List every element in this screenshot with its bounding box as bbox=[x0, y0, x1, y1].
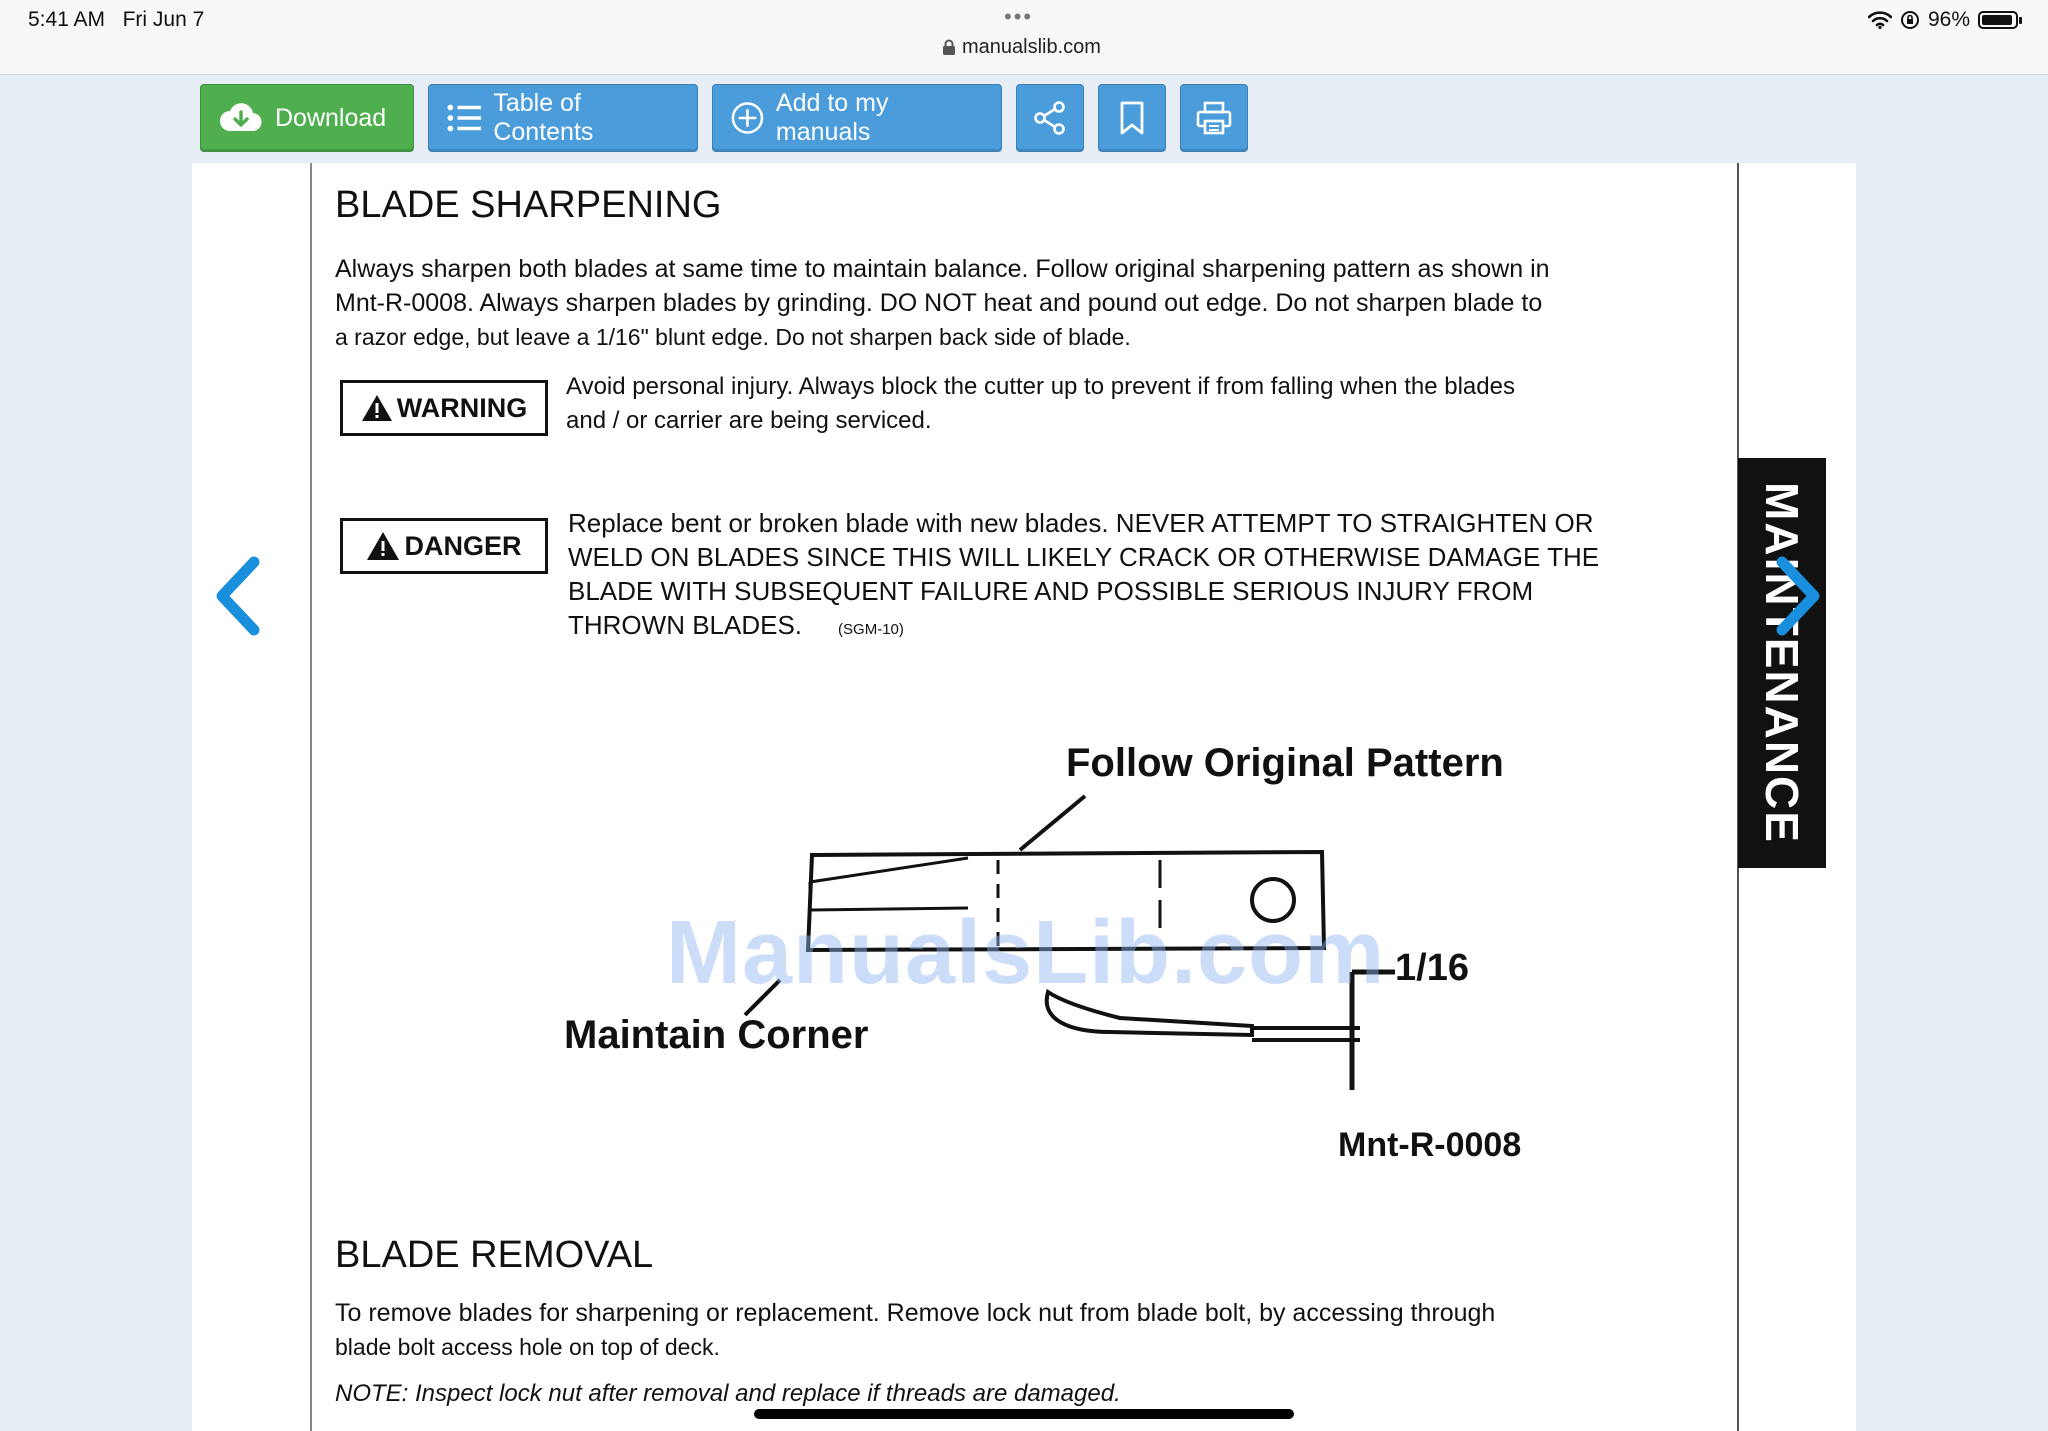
reference-code: (SGM-10) bbox=[838, 621, 904, 638]
warning-triangle-icon bbox=[366, 531, 400, 561]
share-button[interactable] bbox=[1016, 84, 1084, 152]
home-indicator[interactable] bbox=[754, 1409, 1294, 1419]
bookmark-icon bbox=[1119, 101, 1145, 135]
battery-percent: 96% bbox=[1927, 8, 1970, 31]
removal-paragraph: To remove blades for sharpening or replacement. Remove lock nut from blade bolt, by accessing through blade bolt access hole on top of deck. bbox=[335, 1299, 1496, 1360]
section-tab-label: MAINTENANCE bbox=[1756, 482, 1808, 844]
danger-badge: DANGER bbox=[340, 518, 548, 574]
warning-badge: WARNING bbox=[340, 380, 548, 436]
more-dots-icon[interactable]: ••• bbox=[1004, 4, 1034, 29]
status-bar bbox=[0, 0, 2048, 75]
section-title-removal: BLADE REMOVAL bbox=[335, 1234, 654, 1276]
share-icon bbox=[1034, 101, 1066, 135]
section-tab bbox=[1738, 458, 1826, 868]
toc-label: Table of Contents bbox=[493, 89, 594, 146]
lock-icon bbox=[942, 39, 956, 56]
wifi-icon bbox=[1868, 11, 1892, 29]
download-button[interactable] bbox=[200, 84, 414, 152]
sharpening-paragraph: Always sharpen both blades at same time to maintain balance. Follow original sharpening pattern as shown in Mnt-R-0008. Always sharpen blades by grinding. DO NOT heat and pound out edge. Do not sharpen blade to a razor edge, but leave a 1/16" blunt edge. Do not sharpen back side of blade. bbox=[335, 255, 1550, 350]
add-label: Add to my manuals bbox=[775, 89, 889, 146]
bookmark-button[interactable] bbox=[1098, 84, 1166, 152]
label-fraction: 1/16 bbox=[1395, 947, 1469, 989]
list-icon bbox=[447, 103, 481, 133]
label-follow-pattern: Follow Original Pattern bbox=[1066, 741, 1504, 785]
print-button[interactable] bbox=[1180, 84, 1248, 152]
url-bar[interactable] bbox=[942, 36, 1101, 59]
table-of-contents-button[interactable] bbox=[428, 84, 698, 152]
warning-triangle-icon bbox=[361, 394, 393, 422]
danger-text: Replace bent or broken blade with new blades. NEVER ATTEMPT TO STRAIGHTEN OR WELD ON BLADES SINCE THIS WILL LIKELY CRACK OR OTHERWISE DAMAGE THE BLADE WITH SUBSEQUENT FAILURE AND POSSIBLE SERIOUS INJURY FROM THROWN BLADES. (SGM-10) bbox=[568, 508, 1600, 640]
removal-note: NOTE: Inspect lock nut after removal and replace if threads are damaged. bbox=[335, 1380, 1121, 1407]
label-maintain-corner: Maintain Corner bbox=[564, 1013, 869, 1057]
watermark: ManualsLib.com bbox=[666, 903, 1386, 1003]
download-label: Download bbox=[275, 103, 387, 132]
orientation-lock-icon bbox=[1900, 10, 1920, 30]
warning-text: Avoid personal injury. Always block the cutter up to prevent if from falling when the blades and / or carrier are being serviced. bbox=[566, 373, 1515, 434]
battery-icon bbox=[1978, 11, 2018, 29]
cloud-download-icon bbox=[219, 102, 263, 134]
toolbar bbox=[200, 84, 1248, 152]
previous-page-arrow-icon[interactable] bbox=[212, 556, 262, 636]
plus-circle-icon bbox=[731, 101, 764, 135]
add-to-my-manuals-button[interactable] bbox=[712, 84, 1002, 152]
label-figure-ref: Mnt-R-0008 bbox=[1338, 1126, 1522, 1164]
page-margin-line bbox=[310, 163, 312, 1431]
next-page-arrow-icon[interactable] bbox=[1774, 556, 1824, 636]
section-title-sharpening: BLADE SHARPENING bbox=[335, 184, 722, 226]
url-text: manualslib.com bbox=[962, 36, 1101, 58]
print-icon bbox=[1196, 101, 1232, 135]
status-time: 5:41 AM Fri Jun 7 bbox=[28, 8, 205, 31]
status-indicators bbox=[1868, 8, 2018, 32]
